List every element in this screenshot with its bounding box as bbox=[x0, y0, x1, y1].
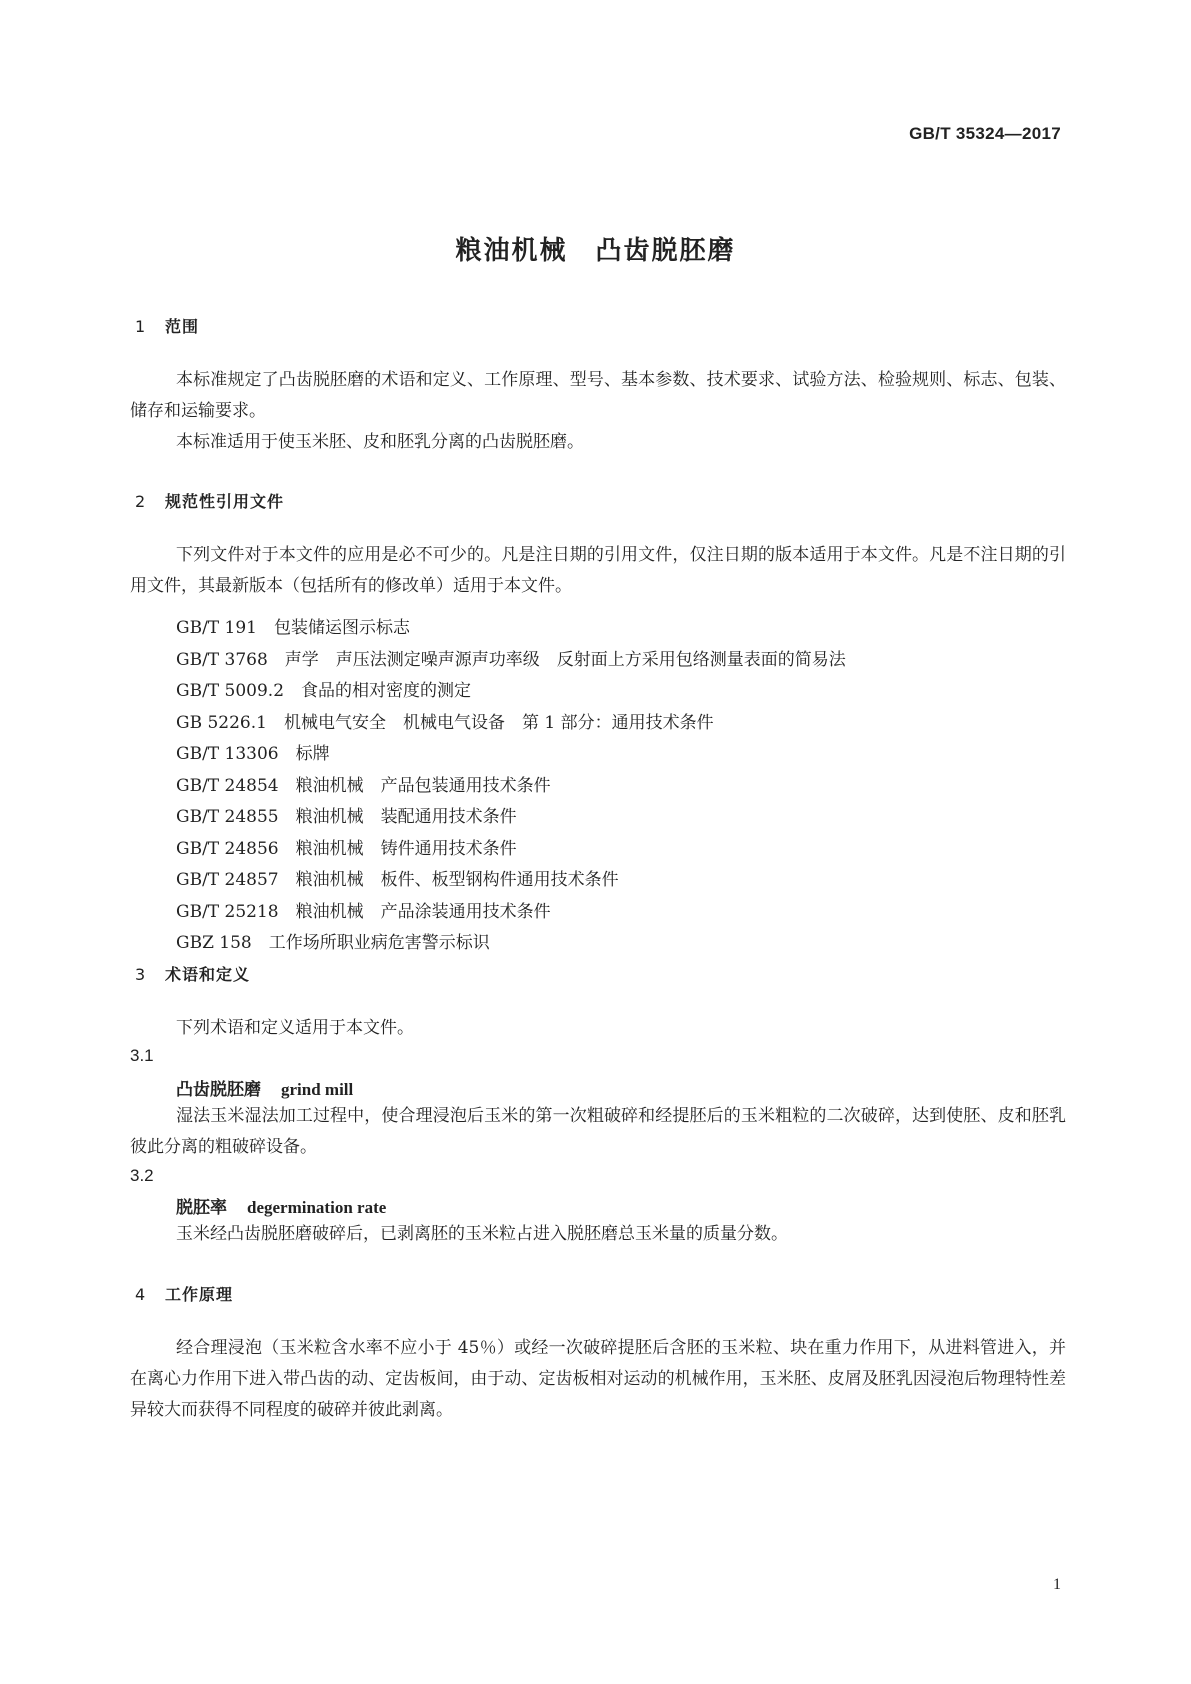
reference-item: GB/T 24857 粮油机械 板件、板型钢构件通用技术条件 bbox=[176, 870, 619, 890]
standard-number: GB/T 35324—2017 bbox=[909, 124, 1061, 143]
reference-item: GB/T 5009.2 食品的相对密度的测定 bbox=[176, 681, 472, 701]
paragraph: 经合理浸泡（玉米粒含水率不应小于 45％）或经一次破碎提胚后含胚的玉米粒、块在重力作用下，从进料管进入，并在离心力作用下进入带凸齿的动、定齿板间，由于动、定齿板相对运动的机械作用，玉米胚、皮屑及胚乳因浸泡后物理特性差异较大而获得不同程度的破碎并彼此剥离。 bbox=[130, 1338, 1066, 1420]
section-heading-working-principle bbox=[135, 1282, 233, 1305]
section-number: 2 bbox=[135, 492, 147, 511]
term-definition: 湿法玉米湿法加工过程中，使合理浸泡后玉米的第一次粗破碎和经提胚后的玉米粗粒的二次破碎，达到使胚、皮和胚乳彼此分离的粗破碎设备。 bbox=[130, 1106, 1066, 1157]
page-number: 1 bbox=[1053, 1576, 1061, 1593]
reference-item: GB/T 24854 粮油机械 产品包装通用技术条件 bbox=[176, 775, 551, 796]
reference-list bbox=[176, 613, 846, 960]
paragraph: 本标准规定了凸齿脱胚磨的术语和定义、工作原理、型号、基本参数、技术要求、试验方法、检验规则、标志、包装、储存和运输要求。 bbox=[130, 370, 1066, 421]
paragraph: 下列文件对于本文件的应用是必不可少的。凡是注日期的引用文件，仅注日期的版本适用于本文件。凡是不注日期的引用文件，其最新版本（包括所有的修改单）适用于本文件。 bbox=[130, 545, 1066, 596]
section-number: 3 bbox=[135, 965, 147, 984]
term-cn: 脱胚率 bbox=[176, 1198, 227, 1218]
section-number: 1 bbox=[135, 317, 147, 336]
reference-item: GBZ 158 工作场所职业病危害警示标识 bbox=[176, 933, 490, 953]
term-cn: 凸齿脱胚磨 bbox=[176, 1080, 261, 1100]
reference-item: GB 5226.1 机械电气安全 机械电气设备 第 1 部分：通用技术条件 bbox=[176, 712, 714, 733]
reference-item: GB/T 24856 粮油机械 铸件通用技术条件 bbox=[176, 838, 517, 859]
term-number: 3.1 bbox=[130, 1046, 154, 1065]
reference-item: GB/T 191 包装储运图示标志 bbox=[176, 618, 410, 638]
reference-item: GB/T 25218 粮油机械 产品涂装通用技术条件 bbox=[176, 901, 551, 922]
term-number: 3.2 bbox=[130, 1166, 154, 1185]
term-en: grind mill bbox=[281, 1080, 354, 1099]
term-heading bbox=[176, 1075, 353, 1100]
term-heading bbox=[176, 1193, 386, 1218]
section-title: 规范性引用文件 bbox=[165, 492, 285, 511]
term-definition: 玉米经凸齿脱胚磨破碎后，已剥离胚的玉米粒占进入脱胚磨总玉米量的质量分数。 bbox=[176, 1224, 788, 1244]
section-heading-scope bbox=[135, 314, 199, 337]
section-title: 工作原理 bbox=[165, 1285, 234, 1304]
section-number: 4 bbox=[135, 1285, 147, 1304]
term-en: degermination rate bbox=[247, 1198, 387, 1217]
section-title: 范围 bbox=[165, 317, 200, 336]
document-title: 粮油机械 凸齿脱胚磨 bbox=[455, 236, 736, 266]
reference-item: GB/T 3768 声学 声压法测定噪声源声功率级 反射面上方采用包络测量表面的简易法 bbox=[176, 649, 846, 670]
reference-item: GB/T 24855 粮油机械 装配通用技术条件 bbox=[176, 807, 517, 827]
section-title: 术语和定义 bbox=[165, 965, 251, 984]
paragraph: 本标准适用于使玉米胚、皮和胚乳分离的凸齿脱胚磨。 bbox=[176, 432, 584, 452]
section-heading-normative-references bbox=[135, 489, 284, 512]
paragraph: 下列术语和定义适用于本文件。 bbox=[176, 1018, 414, 1038]
reference-item: GB/T 13306 标牌 bbox=[176, 744, 330, 764]
section-heading-terms bbox=[135, 962, 250, 985]
